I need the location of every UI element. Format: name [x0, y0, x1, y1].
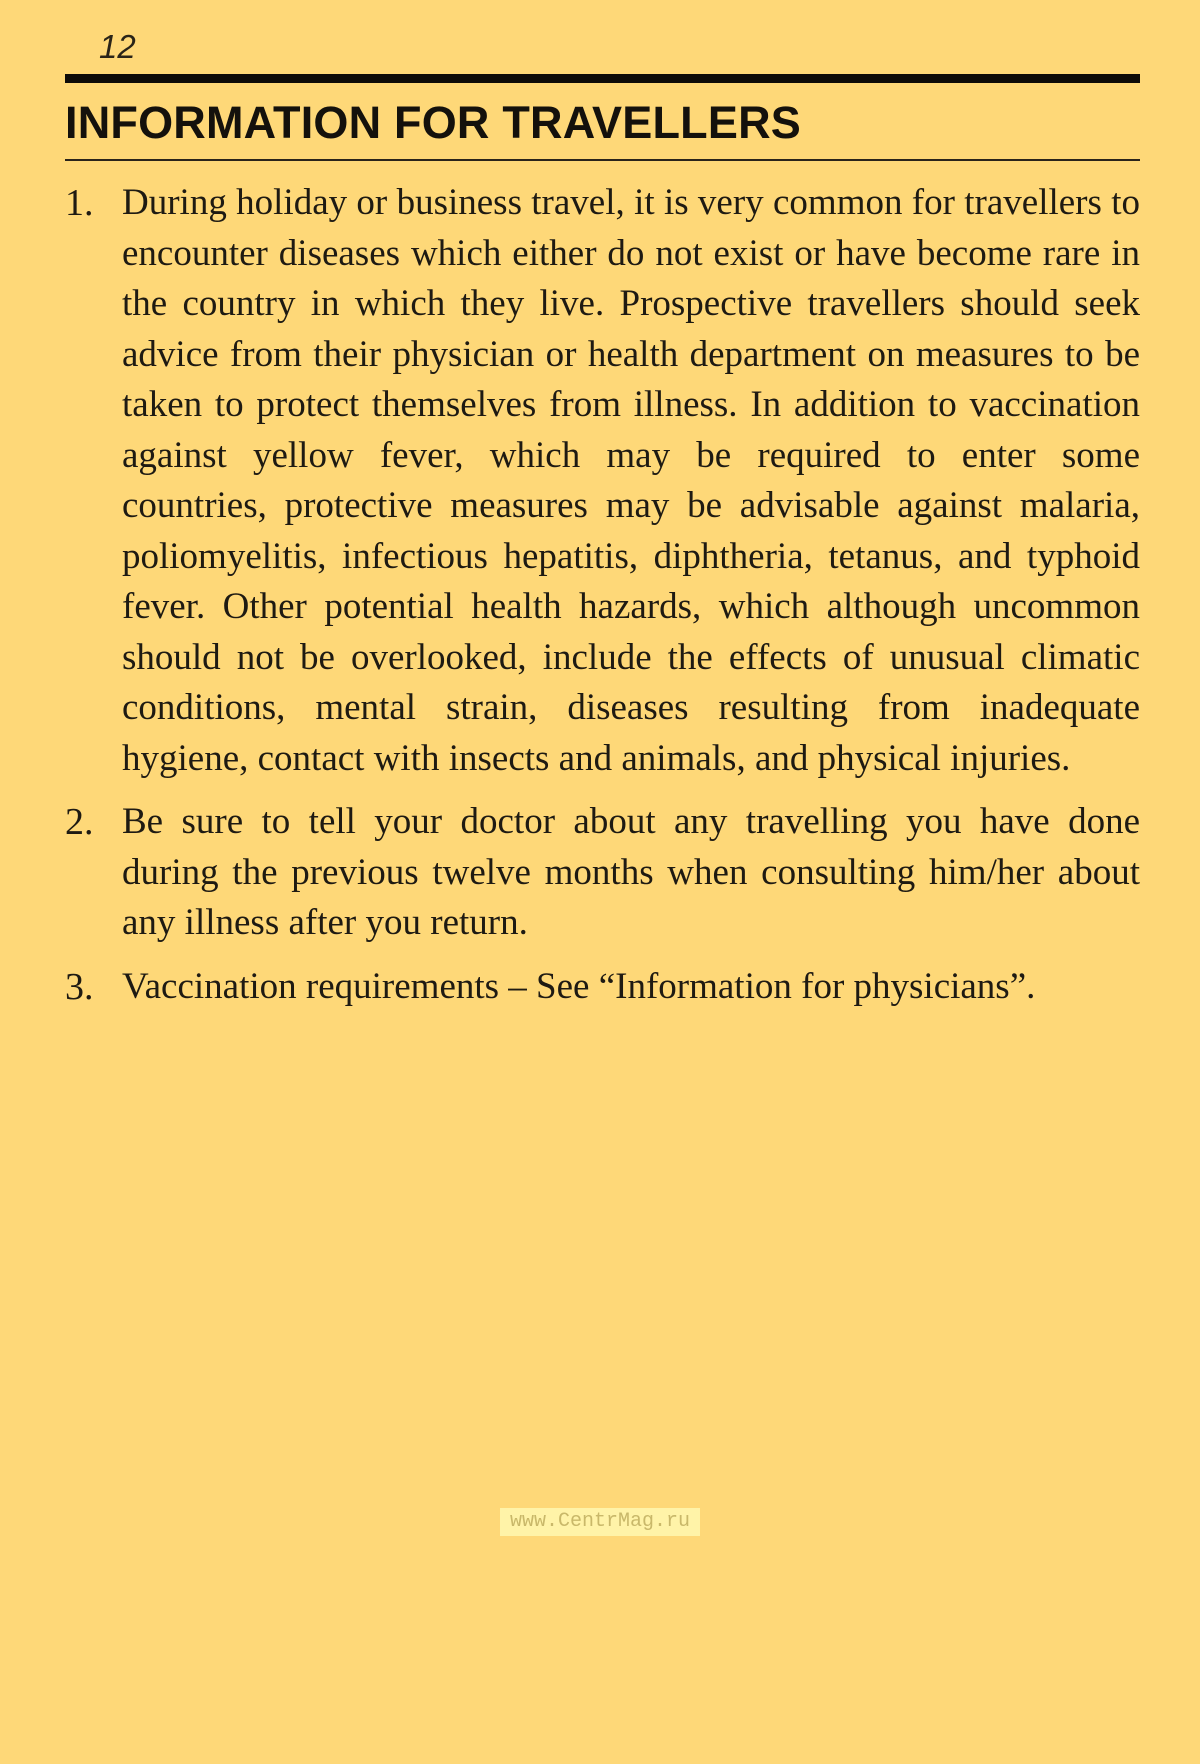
list-item — [65, 797, 1140, 949]
list-item-number: 1. — [65, 182, 94, 224]
header-rule — [65, 74, 1140, 83]
page-heading: INFORMATION FOR TRAVELLERS — [65, 97, 801, 148]
list-item — [65, 962, 1140, 1013]
travel-advice-list — [65, 178, 1140, 1025]
list-item — [65, 178, 1140, 784]
list-item-text: Be sure to tell your doctor about any travelling you have done during the previous twelve months when consulting him/her about any illness after you return. — [122, 801, 1140, 943]
heading-underline — [65, 159, 1140, 161]
list-item-number: 3. — [65, 965, 94, 1008]
page-number: 12 — [99, 28, 136, 65]
watermark: www.CentrMag.ru — [500, 1508, 700, 1536]
list-item-number: 2. — [65, 801, 94, 843]
list-item-text: Vaccination requirements – See “Information for physicians”. — [122, 965, 1036, 1007]
list-item-text: During holiday or business travel, it is very common for travellers to encounter diseases which either do not exist or have become rare in the country in which they live. Prospective travellers should seek advice from their physician or health department on measures to be taken to protect themselves from illness. In addition to vaccination against yellow fever, which may be required to enter some countries, protective measures may be advisable against malaria, poliomyelitis, infectious hepatitis, diphtheria, tetanus, and typhoid fever. Other potential health hazards, which although uncommon should not be overlooked, include the effects of unusual climatic conditions, mental strain, diseases resulting from inadequate hygiene, contact with insects and animals, and physical injuries. — [122, 182, 1140, 779]
